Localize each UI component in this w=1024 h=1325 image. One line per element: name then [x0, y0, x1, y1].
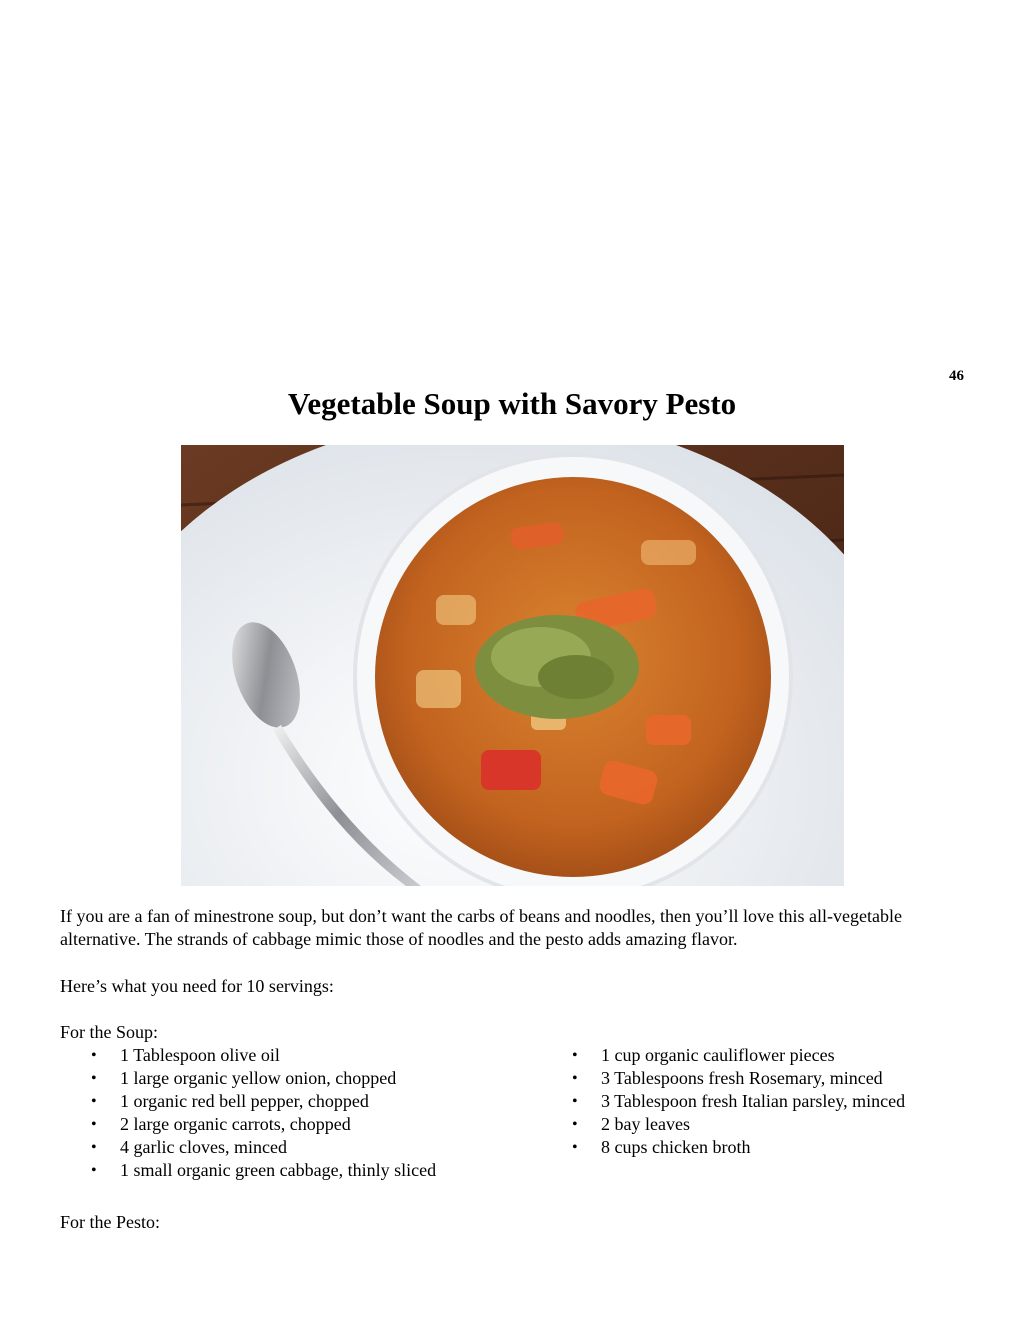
soup-photo: [181, 445, 844, 886]
ingredient-item: • 1 Tablespoon olive oil: [91, 1044, 436, 1067]
ingredient-item: • 2 bay leaves: [572, 1113, 905, 1136]
ingredient-item: • 4 garlic cloves, minced: [91, 1136, 436, 1159]
ingredient-item: • 3 Tablespoon fresh Italian parsley, minced: [572, 1090, 905, 1113]
ingredient-item: • 1 small organic green cabbage, thinly sliced: [91, 1159, 436, 1182]
ingredient-item: • 8 cups chicken broth: [572, 1136, 905, 1159]
soup-ingredients-right: [572, 1044, 905, 1159]
servings-line: Here’s what you need for 10 servings:: [60, 976, 334, 996]
ingredient-item: • 2 large organic carrots, chopped: [91, 1113, 436, 1136]
recipe-title: Vegetable Soup with Savory Pesto: [287, 386, 737, 421]
pesto-section-label: For the Pesto:: [60, 1212, 161, 1232]
ingredient-item: • 1 organic red bell pepper, chopped: [91, 1090, 436, 1113]
ingredient-item: • 3 Tablespoons fresh Rosemary, minced: [572, 1067, 905, 1090]
ingredient-item: • 1 cup organic cauliflower pieces: [572, 1044, 905, 1067]
ingredient-item: • 1 large organic yellow onion, chopped: [91, 1067, 436, 1090]
page-number: 46: [949, 368, 964, 384]
soup-section-label: For the Soup:: [60, 1022, 159, 1042]
intro-paragraph: If you are a fan of minestrone soup, but don’t want the carbs of beans and noodles, then you’ll love this all-vegetable alternative. The strands of cabbage mimic those of noodles and the pesto adds amazing flavor.: [60, 906, 902, 949]
soup-ingredients-left: [91, 1044, 436, 1182]
